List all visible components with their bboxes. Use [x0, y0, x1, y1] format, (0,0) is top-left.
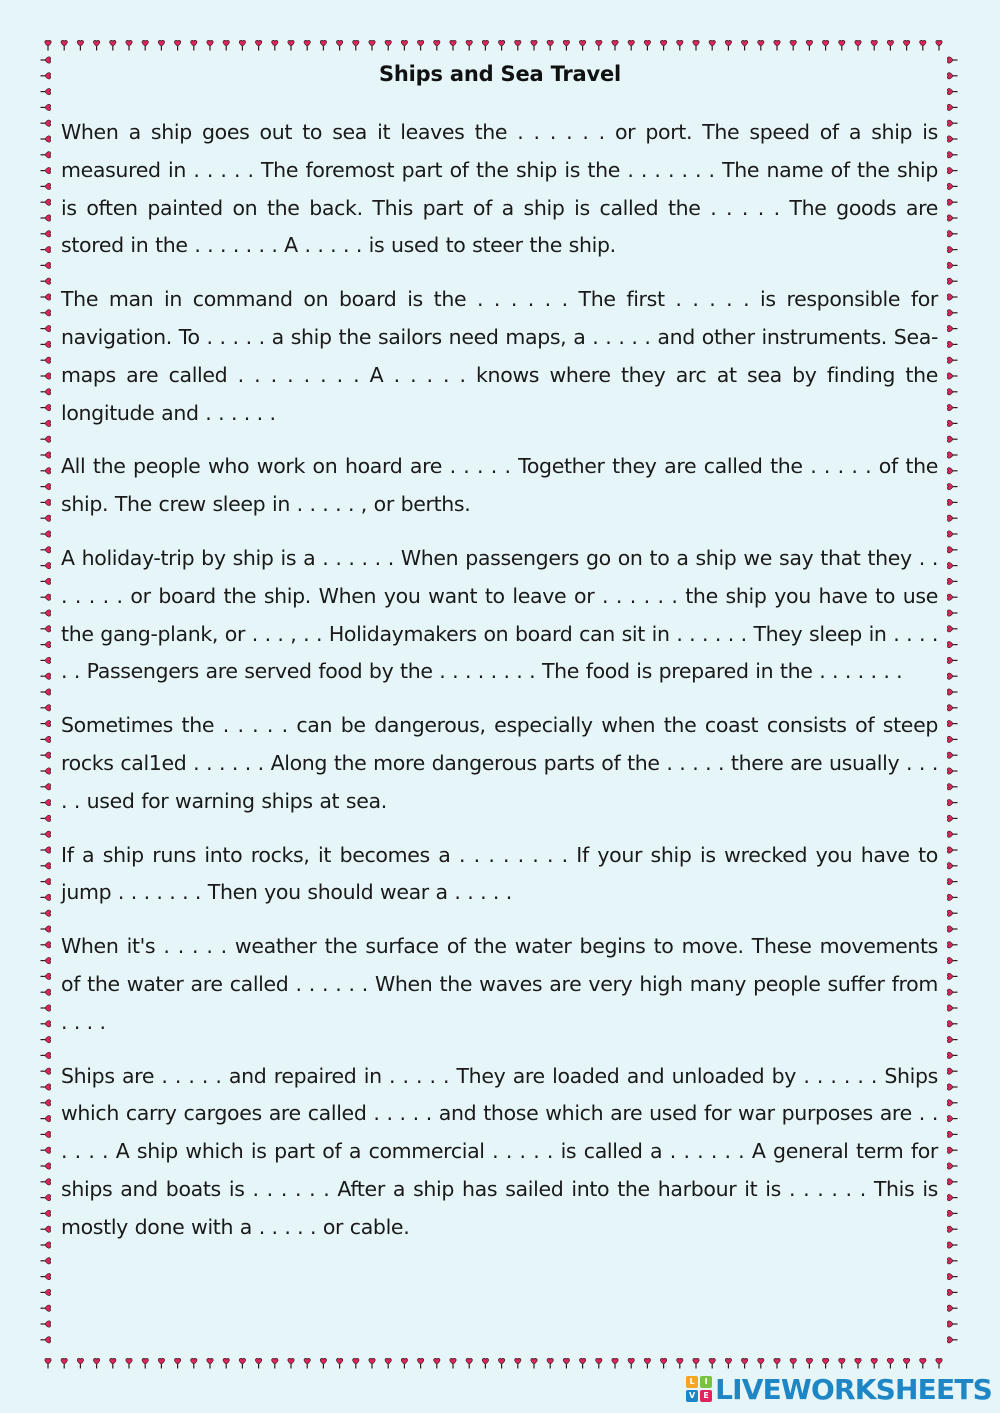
- heart-chain-icon: [947, 1242, 957, 1248]
- heart-chain-icon: [947, 468, 957, 474]
- heart-chain-icon: [41, 531, 51, 537]
- heart-chain-icon: [41, 310, 51, 316]
- heart-chain-icon: [466, 40, 472, 50]
- heart-chain-icon: [385, 40, 391, 50]
- heart-chain-icon: [45, 40, 51, 50]
- heart-chain-icon: [417, 40, 423, 50]
- heart-chain-icon: [41, 1005, 51, 1011]
- heart-chain-icon: [41, 1337, 51, 1343]
- heart-chain-icon: [947, 499, 957, 505]
- heart-chain-icon: [741, 1358, 747, 1368]
- heart-chain-icon: [93, 1358, 99, 1368]
- heart-chain-icon: [41, 784, 51, 790]
- heart-chain-icon: [579, 1358, 585, 1368]
- heart-chain-icon: [947, 1258, 957, 1264]
- heart-chain-icon: [41, 641, 51, 647]
- heart-chain-icon: [855, 1358, 861, 1368]
- heart-chain-icon: [41, 468, 51, 474]
- heart-chain-icon: [947, 562, 957, 568]
- heart-chain-icon: [142, 1358, 148, 1368]
- heart-chain-icon: [947, 120, 957, 126]
- heart-chain-icon: [41, 483, 51, 489]
- heart-chain-icon: [41, 1194, 51, 1200]
- heart-chain-icon: [547, 1358, 553, 1368]
- heart-chain-icon: [677, 40, 683, 50]
- heart-chain-icon: [41, 863, 51, 869]
- heart-chain-icon: [947, 705, 957, 711]
- heart-chain-icon: [288, 1358, 294, 1368]
- heart-chain-icon: [920, 1358, 926, 1368]
- heart-chain-icon: [41, 1273, 51, 1279]
- heart-chain-icon: [41, 594, 51, 600]
- heart-chain-icon: [41, 1036, 51, 1042]
- heart-chain-icon: [920, 40, 926, 50]
- heart-chain-icon: [947, 452, 957, 458]
- heart-chain-icon: [947, 404, 957, 410]
- heart-chain-icon: [947, 262, 957, 268]
- heart-chain-icon: [947, 1052, 957, 1058]
- heart-chain-icon: [947, 1100, 957, 1106]
- heart-chain-icon: [41, 262, 51, 268]
- heart-chain-icon: [353, 1358, 359, 1368]
- heart-chain-icon: [223, 1358, 229, 1368]
- heart-chain-icon: [693, 1358, 699, 1368]
- heart-chain-icon: [947, 578, 957, 584]
- heart-chain-icon: [207, 1358, 213, 1368]
- heart-chain-icon: [758, 1358, 764, 1368]
- heart-chain-icon: [466, 1358, 472, 1368]
- heart-chain-icon: [596, 1358, 602, 1368]
- page-title: Ships and Sea Travel: [378, 62, 622, 86]
- heart-chain-icon: [41, 657, 51, 663]
- heart-chain-icon: [947, 531, 957, 537]
- heart-chain-icon: [41, 626, 51, 632]
- heart-chain-icon: [947, 341, 957, 347]
- heart-chain-icon: [336, 1358, 342, 1368]
- heart-chain-icon: [41, 1052, 51, 1058]
- heart-chain-icon: [612, 1358, 618, 1368]
- heart-chain-icon: [725, 1358, 731, 1368]
- heart-chain-icon: [947, 736, 957, 742]
- heart-chain-icon: [41, 1179, 51, 1185]
- heart-chain-icon: [41, 1321, 51, 1327]
- heart-chain-icon: [41, 610, 51, 616]
- heart-chain-icon: [41, 1242, 51, 1248]
- heart-chain-icon: [947, 294, 957, 300]
- heart-chain-icon: [41, 246, 51, 252]
- heart-chain-icon: [947, 1305, 957, 1311]
- heart-chain-icon: [41, 120, 51, 126]
- heart-chain-icon: [596, 40, 602, 50]
- heart-chain-icon: [628, 40, 634, 50]
- heart-chain-icon: [41, 452, 51, 458]
- heart-chain-icon: [947, 799, 957, 805]
- heart-chain-icon: [947, 420, 957, 426]
- heart-chain-icon: [41, 152, 51, 158]
- heart-chain-icon: [41, 357, 51, 363]
- heart-chain-icon: [77, 40, 83, 50]
- heart-chain-icon: [41, 705, 51, 711]
- heart-chain-icon: [41, 815, 51, 821]
- heart-chain-icon: [41, 1210, 51, 1216]
- heart-chain-icon: [41, 294, 51, 300]
- heart-chain-icon: [741, 40, 747, 50]
- heart-chain-icon: [336, 40, 342, 50]
- heart-chain-icon: [41, 1068, 51, 1074]
- heart-chain-icon: [498, 1358, 504, 1368]
- heart-chain-icon: [41, 768, 51, 774]
- heart-chain-icon: [660, 1358, 666, 1368]
- heart-chain-icon: [41, 389, 51, 395]
- heart-chain-icon: [947, 1210, 957, 1216]
- heart-chain-icon: [947, 167, 957, 173]
- heart-chain-icon: [790, 40, 796, 50]
- heart-chain-icon: [450, 40, 456, 50]
- heart-chain-icon: [660, 40, 666, 50]
- heart-chain-icon: [709, 1358, 715, 1368]
- heart-chain-icon: [41, 894, 51, 900]
- paragraph-8: Ships are . . . . . and repaired in . . . . . They are loaded and unloaded by . . . . . . Ships which carry cargoes are called . . . . . and those which are used for war purposes are . . . . . . A ship which is part of a commercial . . . . . is called a . . . . . . A general term for ships and boats is . . . . . . After a ship has sailed into the harbour it is . . . . . . This is mostly done with a . . . . . or cable.: [61, 1063, 938, 1239]
- heart-chain-icon: [947, 863, 957, 869]
- heart-chain-icon: [947, 641, 957, 647]
- heart-chain-icon: [41, 989, 51, 995]
- paragraph-1: When a ship goes out to sea it leaves the . . . . . . or port. The speed of a ship is measured in . . . . . The foremost part of the ship is the . . . . . . . The name of the ship is often painted on the back. This part of a ship is called the . . . . . The goods are stored in the . . . . . . . A . . . . . is used to steer the ship.: [61, 120, 938, 258]
- heart-chain-icon: [947, 1036, 957, 1042]
- heart-chain-icon: [41, 562, 51, 568]
- heart-chain-icon: [947, 1226, 957, 1232]
- heart-chain-icon: [947, 784, 957, 790]
- heart-chain-icon: [628, 1358, 634, 1368]
- heart-chain-icon: [947, 246, 957, 252]
- heart-chain-icon: [947, 1289, 957, 1295]
- heart-chain-icon: [304, 40, 310, 50]
- heart-chain-icon: [142, 40, 148, 50]
- heart-chain-icon: [936, 40, 942, 50]
- liveworksheets-logo[interactable]: [686, 1371, 992, 1407]
- heart-chain-icon: [41, 878, 51, 884]
- heart-chain-icon: [947, 483, 957, 489]
- heart-chain-icon: [903, 1358, 909, 1368]
- heart-chain-icon: [41, 1258, 51, 1264]
- heart-chain-icon: [947, 926, 957, 932]
- heart-chain-icon: [758, 40, 764, 50]
- heart-chain-icon: [947, 594, 957, 600]
- heart-chain-icon: [839, 1358, 845, 1368]
- heart-chain-icon: [41, 1226, 51, 1232]
- heart-chain-icon: [947, 1194, 957, 1200]
- heart-chain-icon: [174, 1358, 180, 1368]
- paragraph-5: Sometimes the . . . . . can be dangerous, especially when the coast consists of steep rocks cal1ed . . . . . . Along the more dangerous parts of the . . . . . there are usually . . . . . used for warning ships at sea.: [61, 713, 938, 813]
- heart-chain-icon: [45, 1358, 51, 1368]
- heart-chain-icon: [947, 847, 957, 853]
- heart-chain-icon: [515, 40, 521, 50]
- heart-chain-icon: [947, 1068, 957, 1074]
- heart-chain-icon: [41, 1021, 51, 1027]
- heart-chain-icon: [887, 40, 893, 50]
- paragraph-2: The man in command on board is the . . . . . . The first . . . . . is responsible for navigation. To . . . . . a ship the sailors need maps, a . . . . . and other instruments. Sea-maps are called . . . . . . . . A . . . . . knows where they arc at sea by finding the longitude and . . . . . .: [61, 287, 938, 425]
- heart-chain-icon: [385, 1358, 391, 1368]
- heart-chain-icon: [41, 673, 51, 679]
- heart-chain-icon: [644, 40, 650, 50]
- heart-chain-icon: [790, 1358, 796, 1368]
- heart-chain-icon: [353, 40, 359, 50]
- heart-chain-icon: [947, 357, 957, 363]
- heart-chain-icon: [417, 1358, 423, 1368]
- heart-chain-icon: [709, 40, 715, 50]
- heart-chain-icon: [947, 1147, 957, 1153]
- heart-chain-icon: [498, 40, 504, 50]
- heart-chain-icon: [947, 515, 957, 521]
- heart-chain-icon: [320, 1358, 326, 1368]
- heart-chain-icon: [806, 1358, 812, 1368]
- heart-chain-icon: [41, 499, 51, 505]
- heart-chain-icon: [320, 40, 326, 50]
- heart-chain-icon: [947, 689, 957, 695]
- heart-chain-icon: [947, 610, 957, 616]
- heart-chain-icon: [947, 310, 957, 316]
- heart-chain-icon: [126, 40, 132, 50]
- heart-chain-icon: [947, 104, 957, 110]
- heart-chain-icon: [531, 1358, 537, 1368]
- heart-chain-icon: [272, 40, 278, 50]
- heart-chain-icon: [947, 215, 957, 221]
- heart-chain-icon: [41, 910, 51, 916]
- paragraph-6: If a ship runs into rocks, it becomes a . . . . . . . . If your ship is wrecked you have to jump . . . . . . . Then you should wear a . . . . .: [61, 842, 938, 905]
- heart-chain-icon: [903, 40, 909, 50]
- heart-chain-icon: [947, 1163, 957, 1169]
- heart-chain-icon: [369, 40, 375, 50]
- heart-chain-icon: [855, 40, 861, 50]
- heart-chain-icon: [612, 40, 618, 50]
- heart-chain-icon: [41, 1100, 51, 1106]
- heart-chain-icon: [515, 1358, 521, 1368]
- heart-chain-icon: [41, 278, 51, 284]
- heart-chain-icon: [947, 878, 957, 884]
- heart-chain-icon: [947, 1273, 957, 1279]
- heart-chain-icon: [41, 736, 51, 742]
- heart-chain-icon: [482, 40, 488, 50]
- heart-chain-icon: [223, 40, 229, 50]
- heart-chain-icon: [41, 341, 51, 347]
- heart-chain-icon: [41, 752, 51, 758]
- heart-chain-icon: [41, 183, 51, 189]
- heart-chain-icon: [563, 40, 569, 50]
- heart-chain-icon: [947, 910, 957, 916]
- heart-chain-icon: [191, 1358, 197, 1368]
- heart-chain-icon: [369, 1358, 375, 1368]
- heart-chain-icon: [947, 657, 957, 663]
- heart-chain-icon: [563, 1358, 569, 1368]
- heart-chain-icon: [947, 894, 957, 900]
- heart-chain-icon: [947, 278, 957, 284]
- heart-chain-icon: [434, 40, 440, 50]
- heart-chain-icon: [547, 40, 553, 50]
- heart-chain-icon: [774, 1358, 780, 1368]
- heart-chain-icon: [677, 1358, 683, 1368]
- heart-chain-icon: [936, 1358, 942, 1368]
- heart-chain-icon: [947, 1084, 957, 1090]
- heart-chain-icon: [41, 88, 51, 94]
- heart-chain-icon: [41, 436, 51, 442]
- heart-chain-icon: [871, 40, 877, 50]
- heart-chain-icon: [871, 1358, 877, 1368]
- heart-chain-icon: [207, 40, 213, 50]
- paragraph-7: When it's . . . . . weather the surface of the water begins to move. These movements of the water are called . . . . . . When the waves are very high many people suffer from . . . .: [61, 934, 938, 1034]
- heart-chain-icon: [947, 136, 957, 142]
- heart-chain-icon: [450, 1358, 456, 1368]
- heart-chain-icon: [531, 40, 537, 50]
- heart-chain-icon: [304, 1358, 310, 1368]
- worksheet-body: [61, 114, 938, 1263]
- heart-chain-icon: [41, 104, 51, 110]
- heart-chain-icon: [947, 1005, 957, 1011]
- heart-chain-icon: [158, 40, 164, 50]
- heart-chain-icon: [482, 1358, 488, 1368]
- heart-chain-icon: [947, 1131, 957, 1137]
- heart-chain-icon: [947, 626, 957, 632]
- heart-chain-icon: [41, 404, 51, 410]
- heart-chain-icon: [947, 231, 957, 237]
- heart-chain-icon: [947, 942, 957, 948]
- heart-chain-icon: [806, 40, 812, 50]
- heart-chain-icon: [239, 1358, 245, 1368]
- heart-chain-icon: [947, 88, 957, 94]
- heart-chain-icon: [774, 40, 780, 50]
- heart-chain-icon: [579, 40, 585, 50]
- heart-chain-icon: [947, 1321, 957, 1327]
- heart-chain-icon: [947, 199, 957, 205]
- heart-chain-icon: [41, 1289, 51, 1295]
- liveworksheets-logo-icon: L I V E: [686, 1376, 712, 1402]
- heart-chain-icon: [947, 1337, 957, 1343]
- heart-chain-icon: [947, 389, 957, 395]
- heart-chain-icon: [947, 973, 957, 979]
- heart-chain-icon: [41, 231, 51, 237]
- heart-chain-icon: [93, 40, 99, 50]
- heart-chain-icon: [41, 689, 51, 695]
- heart-chain-icon: [61, 40, 67, 50]
- heart-chain-icon: [41, 199, 51, 205]
- heart-chain-icon: [41, 926, 51, 932]
- heart-chain-icon: [41, 325, 51, 331]
- heart-chain-icon: [41, 578, 51, 584]
- heart-chain-icon: [725, 40, 731, 50]
- heart-chain-icon: [41, 547, 51, 553]
- heart-chain-icon: [947, 989, 957, 995]
- heart-chain-icon: [158, 1358, 164, 1368]
- heart-chain-icon: [947, 752, 957, 758]
- heart-chain-icon: [110, 40, 116, 50]
- heart-chain-icon: [947, 673, 957, 679]
- heart-chain-icon: [41, 373, 51, 379]
- heart-chain-icon: [947, 1179, 957, 1185]
- heart-chain-icon: [41, 847, 51, 853]
- heart-chain-icon: [401, 1358, 407, 1368]
- heart-chain-icon: [191, 40, 197, 50]
- heart-chain-icon: [174, 40, 180, 50]
- heart-chain-icon: [947, 768, 957, 774]
- heart-chain-icon: [41, 942, 51, 948]
- heart-chain-icon: [41, 1131, 51, 1137]
- heart-chain-icon: [41, 1305, 51, 1311]
- heart-chain-icon: [947, 152, 957, 158]
- heart-chain-icon: [41, 831, 51, 837]
- heart-chain-icon: [255, 40, 261, 50]
- heart-chain-icon: [947, 957, 957, 963]
- heart-chain-icon: [822, 40, 828, 50]
- heart-chain-icon: [947, 547, 957, 553]
- heart-chain-icon: [77, 1358, 83, 1368]
- heart-chain-icon: [644, 1358, 650, 1368]
- heart-chain-icon: [947, 720, 957, 726]
- paragraph-4: A holiday-trip by ship is a . . . . . . When passengers go on to a ship we say that they . . . . . . . or board the ship. When you want to leave or . . . . . . the ship you have to use the gang-plank, or . . . , . . Holidaymakers on board can sit in . . . . . . They sleep in . . . . . . Passengers are served food by the . . . . . . . . The food is prepared in the . . . . . . .: [61, 545, 938, 684]
- heart-chain-icon: [41, 720, 51, 726]
- heart-chain-icon: [126, 1358, 132, 1368]
- heart-chain-icon: [41, 1147, 51, 1153]
- heart-chain-icon: [947, 183, 957, 189]
- heart-chain-icon: [41, 799, 51, 805]
- heart-chain-icon: [434, 1358, 440, 1368]
- paragraph-3: All the people who work on hoard are . . . . . Together they are called the . . . . . of the ship. The crew sleep in . . . . . , or berths.: [61, 454, 938, 517]
- heart-chain-icon: [41, 957, 51, 963]
- heart-chain-icon: [239, 40, 245, 50]
- heart-chain-icon: [110, 1358, 116, 1368]
- liveworksheets-logo-text: LIVEWORKSHEETS: [715, 1372, 992, 1406]
- heart-chain-icon: [288, 40, 294, 50]
- heart-chain-icon: [272, 1358, 278, 1368]
- heart-chain-icon: [401, 40, 407, 50]
- heart-chain-icon: [41, 420, 51, 426]
- heart-chain-icon: [41, 1084, 51, 1090]
- heart-chain-icon: [947, 1115, 957, 1121]
- heart-chain-icon: [41, 1115, 51, 1121]
- heart-chain-icon: [41, 215, 51, 221]
- heart-chain-icon: [41, 515, 51, 521]
- heart-chain-icon: [61, 1358, 67, 1368]
- heart-chain-icon: [887, 1358, 893, 1368]
- heart-chain-icon: [947, 373, 957, 379]
- heart-chain-icon: [41, 1163, 51, 1169]
- heart-chain-icon: [947, 815, 957, 821]
- heart-chain-icon: [822, 1358, 828, 1368]
- heart-chain-icon: [947, 436, 957, 442]
- heart-chain-icon: [255, 1358, 261, 1368]
- heart-chain-icon: [41, 167, 51, 173]
- heart-chain-icon: [947, 831, 957, 837]
- heart-chain-icon: [41, 973, 51, 979]
- heart-chain-icon: [839, 40, 845, 50]
- heart-chain-icon: [693, 40, 699, 50]
- heart-chain-icon: [41, 136, 51, 142]
- heart-chain-icon: [947, 1021, 957, 1027]
- heart-chain-icon: [947, 325, 957, 331]
